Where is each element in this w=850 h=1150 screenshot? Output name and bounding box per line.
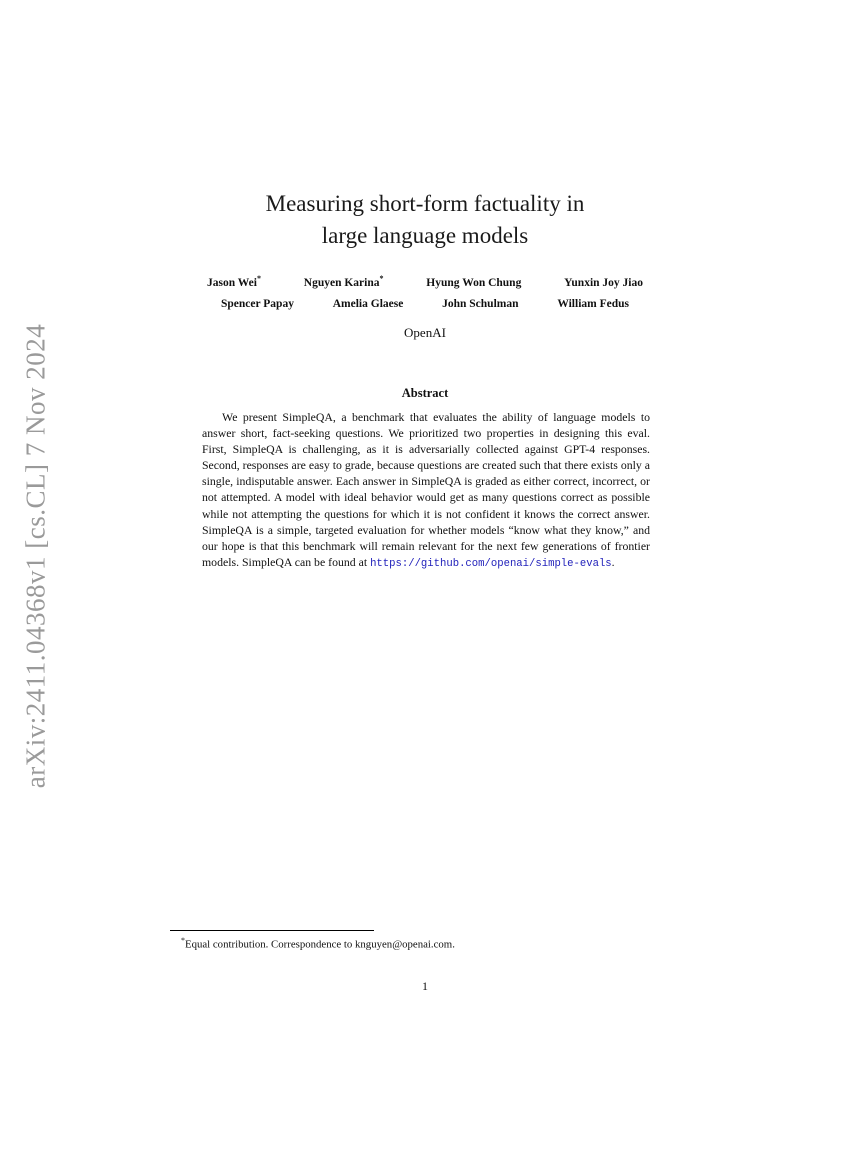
author-mark: * xyxy=(379,274,384,283)
author-spencer-papay xyxy=(221,295,294,310)
author-william-fedus xyxy=(557,295,629,310)
abstract-body xyxy=(202,409,650,572)
author-name: William Fedus xyxy=(557,297,629,310)
abstract-heading: Abstract xyxy=(401,386,449,400)
footnote-rule xyxy=(170,930,374,931)
author-mark: * xyxy=(256,274,261,283)
author-hyung-won-chung xyxy=(426,274,521,289)
author-name: Nguyen Karina xyxy=(303,276,380,289)
author-name: Amelia Glaese xyxy=(332,297,404,310)
author-john-schulman xyxy=(442,295,518,310)
author-nguyen-karina xyxy=(304,274,384,289)
paper-title xyxy=(170,188,680,252)
footnote-mark: * xyxy=(181,936,185,945)
abstract-text: We present SimpleQA, a benchmark that evaluates the ability of language models to answer short, fact-seeking questions. We prioritized two properties in designing this eval. First, SimpleQA is challenging, as it is adversarially collected against GPT-4 responses. Second, responses are easy to grade, because questions are created such that there exists only a single, indisputable answer. Each answer in SimpleQA is graded as either correct, incorrect, or not attempted. A model with ideal behavior would get as many questions correct as possible while not attempting the questions for which it is not confident it knows the correct answer. SimpleQA is a simple, targeted evaluation for whether models “know what they know,” and our hope is that this benchmark will remain relevant for the next few generations of frontier models. SimpleQA can be found at xyxy=(202,410,650,569)
author-name: Hyung Won Chung xyxy=(426,276,522,289)
authors-row-1 xyxy=(207,274,643,289)
author-name: Yunxin Joy Jiao xyxy=(564,276,643,289)
authors-row-2 xyxy=(221,295,629,310)
abstract-text-end: . xyxy=(611,554,615,569)
page-number: 1 xyxy=(422,979,428,993)
footnote-text: Equal contribution. Correspondence to knguyen@openai.com. xyxy=(185,938,455,951)
affiliation: OpenAI xyxy=(404,325,446,340)
arxiv-watermark: arXiv:2411.04368v1 [cs.CL] 7 Nov 2024 xyxy=(20,323,51,789)
author-amelia-glaese xyxy=(333,295,404,310)
paper-title-line2: large language models xyxy=(321,223,529,248)
author-name: John Schulman xyxy=(442,297,519,310)
paper-title-line1: Measuring short-form factuality in xyxy=(265,191,585,216)
author-name: Jason Wei xyxy=(207,276,257,289)
author-jason-wei xyxy=(207,274,261,289)
author-name: Spencer Papay xyxy=(221,297,294,310)
author-yunxin-joy-jiao xyxy=(564,274,643,289)
simple-evals-link[interactable]: https://github.com/openai/simple-evals xyxy=(370,557,612,570)
footnote xyxy=(181,936,641,951)
